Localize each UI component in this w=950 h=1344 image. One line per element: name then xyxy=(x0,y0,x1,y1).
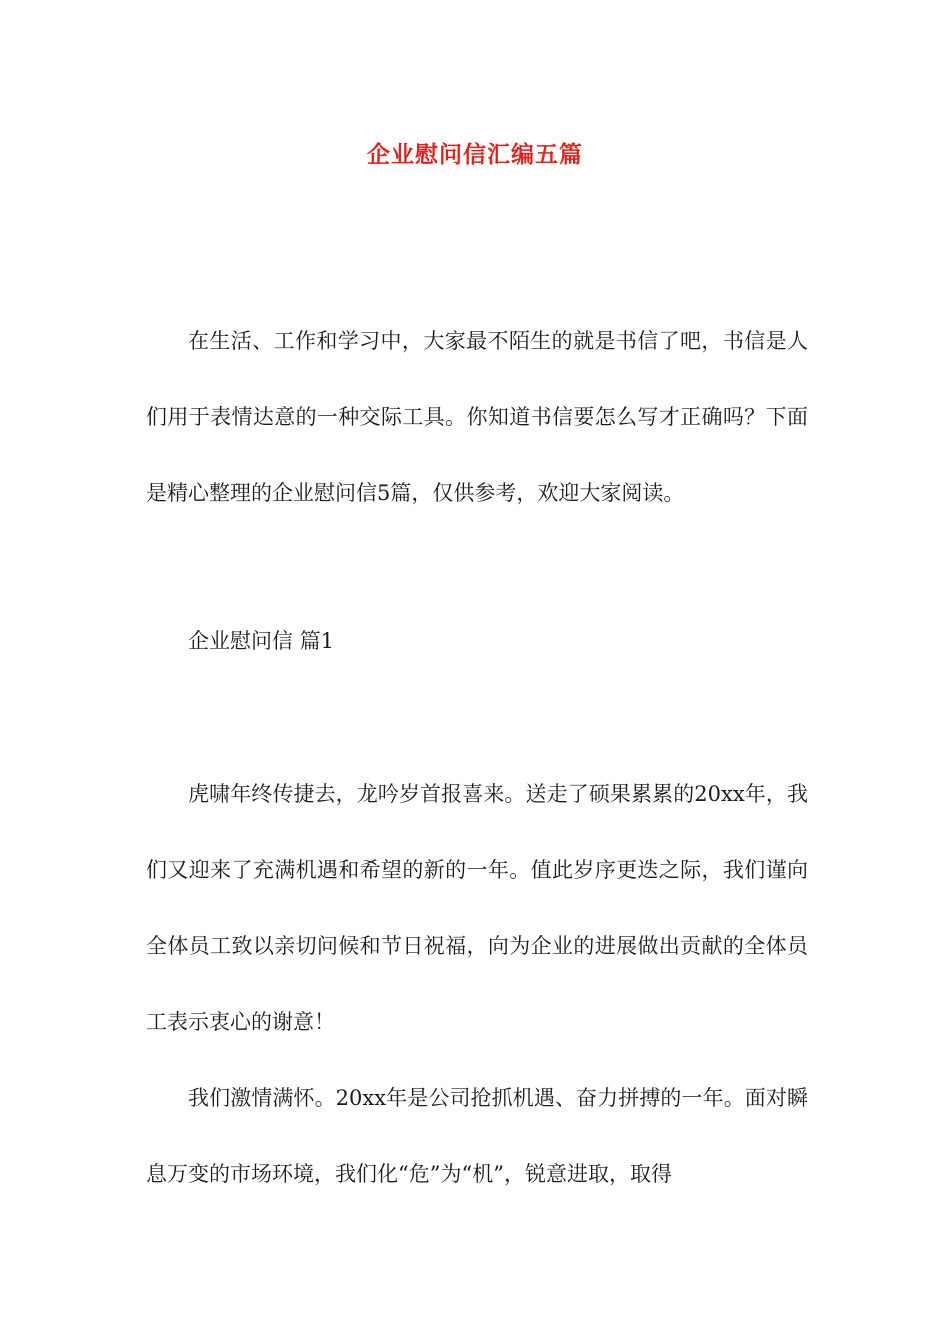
section-heading: 企业慰问信 篇1 xyxy=(188,629,335,653)
document-title: 企业慰问信汇编五篇 xyxy=(367,141,583,168)
body-paragraph: 虎啸年终传捷去，龙吟岁首报喜来。送走了硕果累累的20xx年，我们又迎来了充满机遇和希望的新的一年。值此岁序更迭之际，我们谨向全体员工致以亲切问候和节日祝福，向为企业的进展做出贡献的全体员工表示衷心的谢意！ xyxy=(146,782,808,1034)
body-paragraph: 我们激情满怀。20xx年是公司抢抓机遇、奋力拼搏的一年。面对瞬息万变的市场环境，我们化“危”为“机”，锐意进取，取得 xyxy=(146,1086,808,1186)
intro-paragraph: 在生活、工作和学习中，大家最不陌生的就是书信了吧，书信是人们用于表情达意的一种交际工具。你知道书信要怎么写才正确吗？下面是精心整理的企业慰问信5篇，仅供参考，欢迎大家阅读。 xyxy=(146,329,808,505)
